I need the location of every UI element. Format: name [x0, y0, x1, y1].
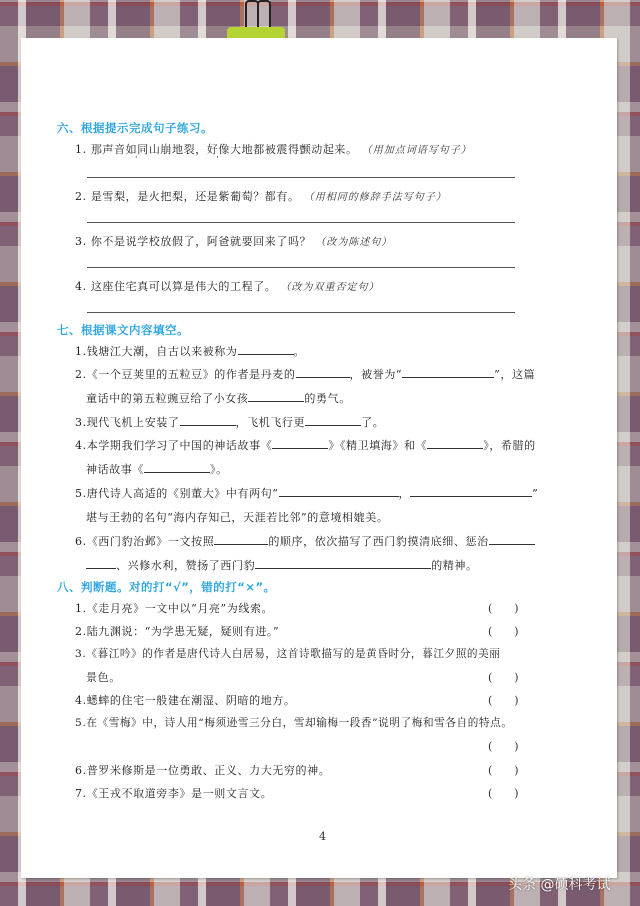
- item-number: 5.: [75, 717, 87, 729]
- item-number: 3.: [75, 648, 87, 660]
- item-text: ”: [532, 487, 539, 500]
- answer-parentheses[interactable]: ( ): [488, 787, 519, 800]
- item-text: 普罗米修斯是一位勇敢、正义、力大无穷的神。: [86, 764, 331, 777]
- section-7-title: 七、根据课文内容填空。: [57, 323, 189, 337]
- emphasized-word: 如同: [125, 143, 149, 156]
- s8-item-3-cont: [86, 669, 121, 685]
- s6-item-3: [75, 233, 392, 249]
- item-text: 《走月亮》一文中以“月亮”为线索。: [86, 602, 274, 615]
- item-text: 唐代诗人高适的《别董大》中有两句“: [86, 487, 279, 500]
- s8-item-3: [75, 646, 500, 661]
- item-text: 》，希腊的: [483, 439, 536, 452]
- item-text: ，被誉为“: [349, 368, 403, 381]
- answer-line[interactable]: [87, 222, 515, 223]
- item-number: 1.: [75, 602, 87, 615]
- item-text: 童话中的第五粒豌豆给了小女孩: [86, 392, 249, 405]
- item-text: 本学期我们学习了中国的神话故事《: [86, 439, 273, 452]
- s6-item-1: [75, 141, 472, 157]
- item-text: ”，这篇: [494, 368, 536, 381]
- s8-item-2: [75, 623, 279, 639]
- item-text: 现代飞机上安装了: [86, 416, 180, 429]
- answer-line[interactable]: [87, 177, 515, 178]
- item-text: 陆九渊说：“为学患无疑，疑则有进。”: [86, 625, 280, 638]
- fill-blank[interactable]: [296, 366, 350, 378]
- answer-line[interactable]: [87, 312, 515, 313]
- s7-item-4: [75, 437, 536, 453]
- item-hint: （改为陈述句）: [315, 237, 393, 248]
- fill-blank[interactable]: [248, 390, 304, 402]
- item-number: 2.: [75, 625, 87, 638]
- s8-item-7: [75, 785, 272, 801]
- item-number: 7.: [75, 787, 87, 800]
- s7-item-4-cont: [86, 461, 228, 477]
- item-text: 蟋蟀的住宅一般建在潮湿、阴暗的地方。: [86, 694, 296, 707]
- s8-item-6: [75, 762, 330, 778]
- item-number: 2.: [75, 190, 87, 203]
- item-number: 5.: [75, 487, 87, 500]
- item-text: 大地都被震得颤动起来。: [230, 143, 358, 156]
- fill-blank[interactable]: [180, 414, 236, 426]
- s7-item-2: [75, 366, 535, 382]
- item-text: 《王戎不取道旁李》是一则文言文。: [86, 787, 273, 800]
- item-number: 1.: [75, 345, 87, 358]
- item-number: 4.: [75, 439, 87, 452]
- item-text: ，飞机飞行更: [235, 416, 306, 429]
- fill-blank[interactable]: [279, 485, 399, 497]
- s7-item-1: [75, 343, 305, 359]
- item-text: 山崩地裂，: [148, 143, 207, 156]
- answer-parentheses[interactable]: ( ): [488, 764, 519, 777]
- item-text: 你不是说学校放假了，阿爸就要回来了吗？: [90, 235, 312, 248]
- item-text: 《西门豹治邺》一文按照: [86, 535, 215, 548]
- fill-blank[interactable]: [86, 557, 116, 569]
- s7-item-3: [75, 414, 384, 430]
- item-text: 那声音: [90, 143, 126, 156]
- item-text: 景色。: [86, 671, 121, 684]
- item-text: 在《雪梅》中，诗人用“梅须逊雪三分白，雪却输梅一段香”说明了梅和雪各自的特点。: [86, 717, 513, 729]
- fill-blank[interactable]: [410, 485, 532, 497]
- item-text: 《一个豆荚里的五粒豆》的作者是丹麦的: [86, 368, 296, 381]
- section-6-title: 六、根据提示完成句子练习。: [57, 121, 213, 135]
- s7-item-6: [75, 533, 535, 549]
- s6-item-4: [75, 278, 380, 294]
- answer-parentheses[interactable]: ( ): [488, 694, 519, 707]
- item-text: 的勇气。: [304, 392, 351, 405]
- item-text: ，: [398, 487, 411, 500]
- item-text: 。: [293, 345, 306, 358]
- fill-blank[interactable]: [305, 414, 361, 426]
- item-hint: （用加点词语写句子）: [361, 145, 472, 156]
- item-text: 是雪梨，是火把梨，还是紫葡萄？都有。: [90, 190, 300, 203]
- worksheet-page: [21, 38, 617, 878]
- answer-parentheses[interactable]: ( ): [488, 602, 519, 615]
- item-text: 这座住宅真可以算是伟大的工程了。: [90, 280, 277, 293]
- answer-parentheses[interactable]: ( ): [488, 625, 519, 638]
- item-hint: （用相同的修辞手法写句子）: [303, 192, 447, 203]
- fill-blank[interactable]: [427, 437, 483, 449]
- item-number: 1.: [75, 143, 87, 156]
- item-number: 4.: [75, 280, 87, 293]
- item-text: 》。: [210, 463, 228, 476]
- s6-item-2: [75, 188, 447, 204]
- item-text: 的顺序，依次描写了西门豹摸清底细、惩治: [268, 535, 489, 548]
- fill-blank[interactable]: [489, 533, 535, 545]
- page-number: 4: [319, 830, 326, 843]
- s7-item-2-cont: [86, 390, 351, 406]
- answer-parentheses[interactable]: ( ): [488, 671, 519, 684]
- s7-item-6-cont: [86, 557, 478, 573]
- item-number: 3.: [75, 235, 87, 248]
- fill-blank[interactable]: [255, 557, 431, 569]
- item-text: 的精神。: [431, 559, 478, 572]
- fill-blank[interactable]: [214, 533, 268, 545]
- item-text: 《暮江吟》的作者是唐代诗人白居易，这首诗歌描写的是黄昏时分，暮江夕照的美丽: [86, 648, 501, 660]
- s7-item-5: [75, 485, 538, 501]
- emphasized-word: 好像: [206, 143, 231, 156]
- watermark: 头条 @硕科考试: [508, 877, 611, 893]
- fill-blank[interactable]: [238, 343, 294, 355]
- s7-item-5-cont: [86, 509, 388, 525]
- item-number: 6.: [75, 535, 87, 548]
- section-8-title: 八、判断题。对的打“√”，错的打“×”。: [57, 580, 276, 594]
- item-text: 、兴修水利，赞扬了西门豹: [116, 559, 256, 572]
- item-text: 》《精卫填海》和《: [328, 439, 428, 452]
- item-hint: （改为双重否定句）: [280, 282, 380, 293]
- item-number: 4.: [75, 694, 87, 707]
- fill-blank[interactable]: [144, 461, 210, 473]
- s8-item-1: [75, 600, 273, 616]
- answer-parentheses[interactable]: ( ): [488, 740, 519, 753]
- item-text: 钱塘江大潮，自古以来被称为: [86, 345, 238, 358]
- item-text: 神话故事《: [86, 463, 144, 476]
- s8-item-4: [75, 692, 296, 708]
- item-text: 了。: [361, 416, 385, 429]
- item-number: 6.: [75, 764, 87, 777]
- item-text: 堪与王勃的名句“海内存知己，天涯若比邻”的意境相媲美。: [86, 511, 389, 524]
- fill-blank[interactable]: [402, 366, 494, 378]
- item-number: 2.: [75, 368, 87, 381]
- item-number: 3.: [75, 416, 87, 429]
- fill-blank[interactable]: [272, 437, 328, 449]
- s8-item-5: [75, 715, 513, 730]
- answer-line[interactable]: [87, 267, 515, 268]
